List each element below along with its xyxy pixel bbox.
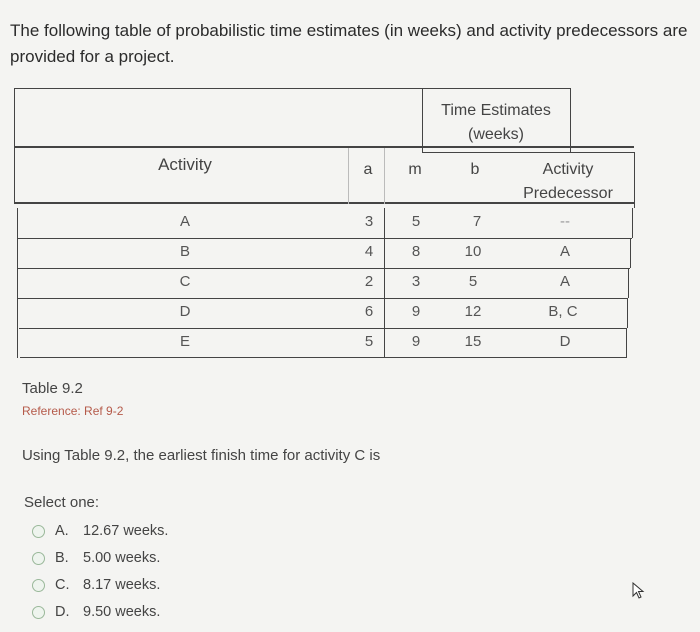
question-text: Using Table 9.2, the earliest finish time for activity C is <box>22 447 381 464</box>
cell-a: 3 <box>364 213 374 230</box>
table-border <box>627 298 628 328</box>
option-letter: B. <box>55 550 69 566</box>
radio-button[interactable] <box>32 579 45 592</box>
cell-m: 5 <box>411 213 421 230</box>
table-border <box>630 238 631 268</box>
option-d[interactable] <box>32 601 160 623</box>
option-c[interactable] <box>32 574 160 596</box>
option-a[interactable] <box>32 520 168 542</box>
cell-activity: B <box>179 243 190 260</box>
table-border <box>348 148 349 204</box>
cell-m: 9 <box>411 303 421 320</box>
radio-button[interactable] <box>32 525 45 538</box>
cell-b: 15 <box>464 333 482 350</box>
group-header-time-estimates: Time Estimates <box>441 102 551 119</box>
option-text: 5.00 weeks. <box>83 550 161 566</box>
table-border <box>14 88 570 89</box>
table-border <box>634 152 635 208</box>
reference-label: Reference: Ref 9-2 <box>22 404 124 418</box>
cell-activity: D <box>179 303 191 320</box>
cell-b: 5 <box>468 273 478 290</box>
column-header-m: m <box>408 161 422 178</box>
cell-predecessor: -- <box>560 213 570 230</box>
select-one-label: Select one: <box>24 494 100 511</box>
cell-activity: E <box>179 333 190 350</box>
option-b[interactable] <box>32 547 160 569</box>
table-border <box>19 328 627 329</box>
column-header-b: b <box>470 161 480 178</box>
cell-a: 4 <box>364 243 374 260</box>
table-border <box>17 268 630 269</box>
table-border <box>14 146 634 148</box>
option-letter: A. <box>55 523 69 539</box>
group-header-weeks: (weeks) <box>467 126 524 143</box>
cell-m: 8 <box>411 243 421 260</box>
column-header-predecessor-2: Predecessor <box>523 185 613 202</box>
cell-predecessor: D <box>559 333 571 350</box>
cell-m: 9 <box>411 333 421 350</box>
table-border <box>14 146 15 202</box>
mouse-cursor-icon <box>632 582 646 600</box>
cell-b: 10 <box>464 243 482 260</box>
table-border <box>628 268 629 298</box>
cell-a: 2 <box>364 273 374 290</box>
table-border <box>384 148 385 204</box>
table-border <box>18 298 628 299</box>
cell-m: 3 <box>411 273 421 290</box>
column-header-predecessor-1: Activity <box>542 161 594 178</box>
table-border <box>14 88 15 146</box>
cell-a: 5 <box>364 333 374 350</box>
table-border <box>626 328 627 358</box>
intro-text: The following table of probabilistic time estimates (in weeks) and activity predecessors are provided for a project. <box>10 21 688 66</box>
radio-button[interactable] <box>32 606 45 619</box>
option-text: 12.67 weeks. <box>83 523 169 539</box>
cell-activity: C <box>179 273 191 290</box>
cell-activity: A <box>179 213 190 230</box>
option-letter: C. <box>55 577 70 593</box>
table-border <box>384 208 385 358</box>
table-border <box>632 208 633 238</box>
cell-b: 12 <box>464 303 482 320</box>
cell-predecessor: A <box>559 273 570 290</box>
option-letter: D. <box>55 604 70 620</box>
option-text: 8.17 weeks. <box>83 577 161 593</box>
cell-predecessor: B, C <box>548 303 578 320</box>
table-border <box>17 208 18 358</box>
cell-predecessor: A <box>559 243 570 260</box>
table-border <box>570 88 571 152</box>
column-header-a: a <box>363 161 373 178</box>
radio-button[interactable] <box>32 552 45 565</box>
cell-a: 6 <box>364 303 374 320</box>
option-text: 9.50 weeks. <box>83 604 161 620</box>
cell-b: 7 <box>472 213 482 230</box>
table-border <box>17 238 632 239</box>
table-caption: Table 9.2 <box>22 380 83 397</box>
table-border <box>422 152 634 153</box>
table-border <box>20 357 626 358</box>
column-header-activity: Activity <box>158 155 212 174</box>
